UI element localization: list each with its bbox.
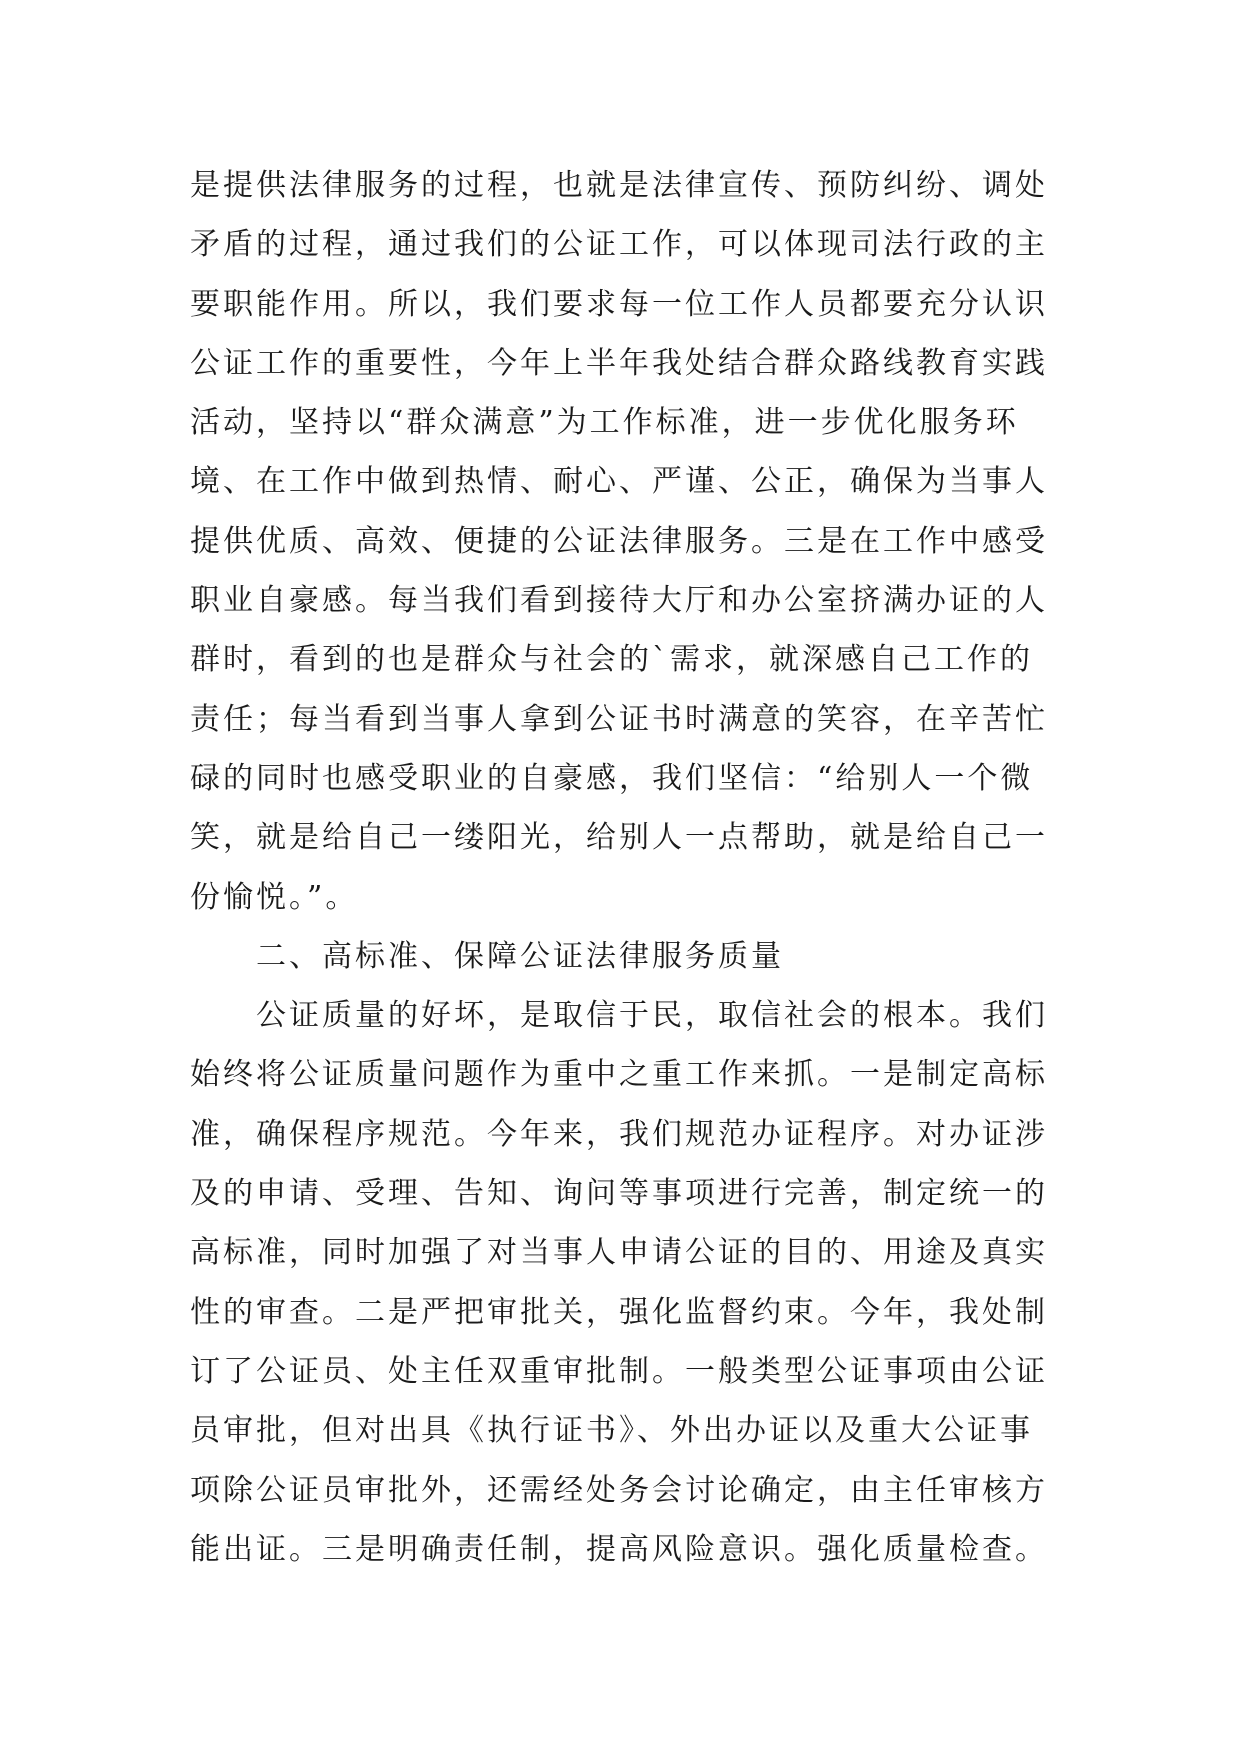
text-line: 提供优质、高效、便捷的公证法律服务。三是在工作中感受 — [190, 523, 1048, 559]
text-line: 责任；每当看到当事人拿到公证书时满意的笑容，在辛苦忙 — [190, 701, 1048, 737]
text-line: 群时，看到的也是群众与社会的`需求，就深感自己工作的 — [190, 642, 1033, 678]
text-line: 笑，就是给自己一缕阳光，给别人一点帮助，就是给自己一 — [190, 820, 1048, 856]
text-line: 是提供法律服务的过程，也就是法律宣传、预防纠纷、调处 — [190, 168, 1048, 203]
text-line: 员审批，但对出具《执行证书》、外出办证以及重大公证事 — [190, 1413, 1033, 1449]
document-body — [190, 156, 1070, 1579]
text-line: 公证质量的好坏，是取信于民，取信社会的根本。我们 — [190, 998, 1048, 1034]
text-line: 境、在工作中做到热情、耐心、严谨、公正，确保为当事人 — [190, 464, 1048, 500]
text-line: 公证工作的重要性，今年上半年我处结合群众路线教育实践 — [190, 345, 1048, 381]
text-line: 要职能作用。所以，我们要求每一位工作人员都要充分认识 — [190, 286, 1048, 322]
text-line: 准，确保程序规范。今年来，我们规范办证程序。对办证涉 — [190, 1116, 1048, 1152]
text-line: 订了公证员、处主任双重审批制。一般类型公证事项由公证 — [190, 1353, 1048, 1389]
text-line: 能出证。三是明确责任制，提高风险意识。强化质量检查。 — [190, 1531, 1048, 1567]
text-line: 高标准，同时加强了对当事人申请公证的目的、用途及真实 — [190, 1235, 1048, 1271]
section-heading: 二、高标准、保障公证法律服务质量 — [190, 938, 784, 974]
text-line: 矛盾的过程，通过我们的公证工作，可以体现司法行政的主 — [190, 227, 1048, 263]
text-line: 份愉悦。”。 — [190, 879, 359, 915]
text-line: 碌的同时也感受职业的自豪感，我们坚信：“给别人一个微 — [190, 760, 1034, 796]
text-line: 及的申请、受理、告知、询问等事项进行完善，制定统一的 — [190, 1176, 1048, 1212]
text-line: 职业自豪感。每当我们看到接待大厅和办公室挤满办证的人 — [190, 583, 1048, 619]
text-line: 项除公证员审批外，还需经处务会讨论确定，由主任审核方 — [190, 1472, 1048, 1508]
text-line: 始终将公证质量问题作为重中之重工作来抓。一是制定高标 — [190, 1057, 1048, 1093]
text-line: 活动，坚持以“群众满意”为工作标准，进一步优化服务环 — [190, 405, 1019, 441]
text-line: 性的审查。二是严把审批关，强化监督约束。今年，我处制 — [190, 1294, 1048, 1330]
